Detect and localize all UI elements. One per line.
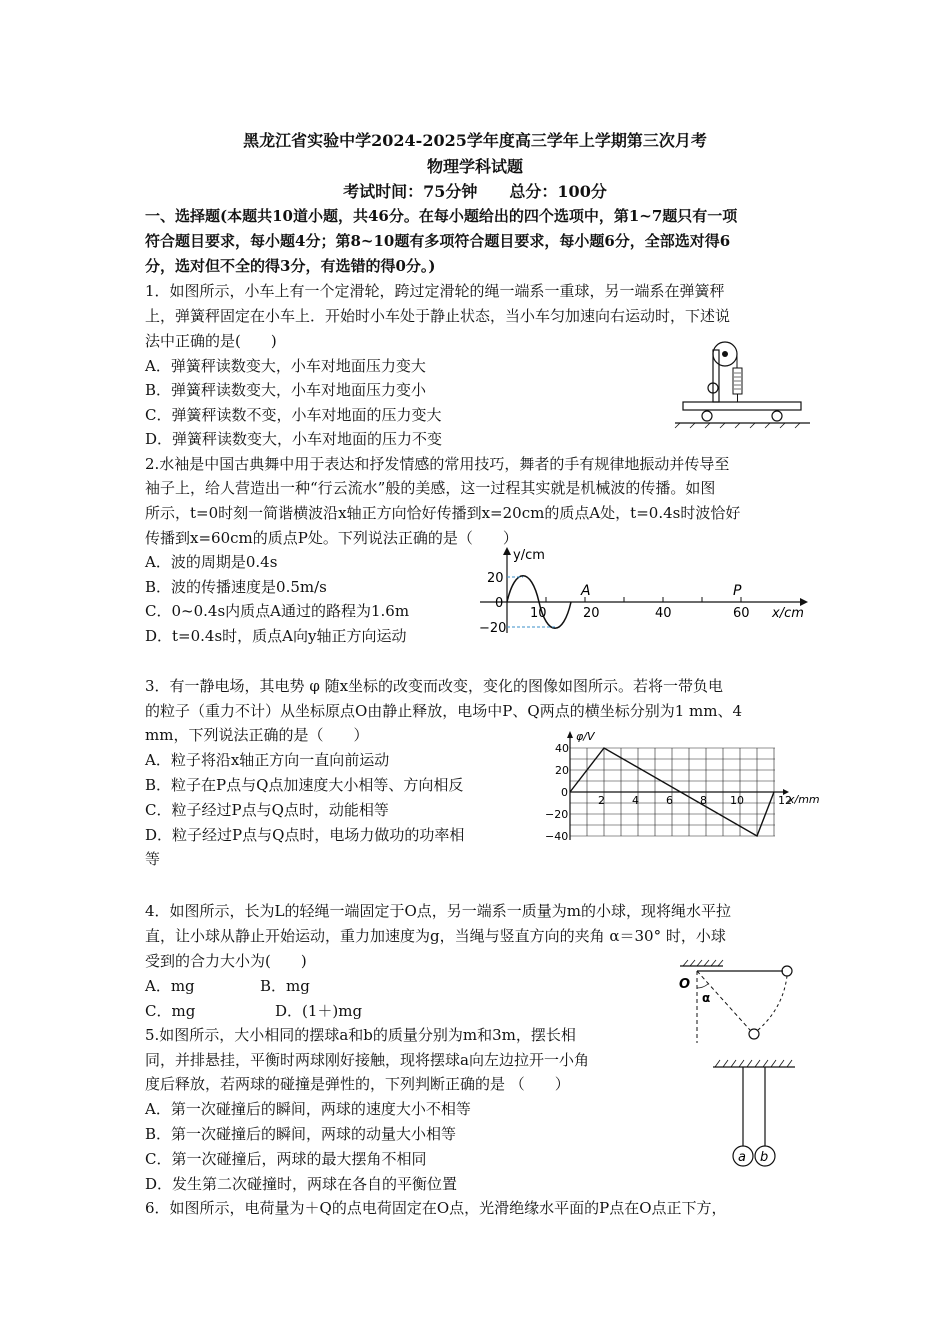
q1-stem-line: 1．如图所示，小车上有一个定滑轮，跨过定滑轮的绳一端系一重球，另一端系在弹簧秤 (145, 282, 725, 300)
q4-option-c: C．mg (145, 1002, 196, 1020)
q2-y-tick-20: 20 (487, 571, 504, 586)
q4-pendulum-figure (675, 958, 805, 1048)
q2-x-axis-label: x/cm (772, 606, 804, 621)
q3-option-b: B．粒子在P点与Q点加速度大小相等、方向相反 (145, 776, 464, 794)
q3-y-tick-neg40: −40 (545, 830, 569, 843)
section-instructions-line: 分，选对但不全的得3分，有选错的得0分。) (145, 257, 436, 275)
q5-two-pendulum-figure (705, 1055, 805, 1170)
q1-cart-figure (675, 340, 815, 425)
q3-stem-line: 的粒子（重力不计）从坐标原点O由静止释放，电场中P、Q两点的横坐标分别为1 mm、4 (145, 702, 742, 720)
q4-label-alpha: α (702, 991, 711, 1005)
q4-stem-line: 直，让小球从静止开始运动，重力加速度为g，当绳与竖直方向的夹角 α＝30° 时，小球 (145, 927, 726, 945)
q2-option-b: B．波的传播速度是0.5m/s (145, 578, 327, 596)
q2-y-tick-neg20: −20 (479, 621, 507, 636)
q5-option-d: D．发生第二次碰撞时，两球在各自的平衡位置 (145, 1175, 458, 1193)
q1-option-b: B．弹簧秤读数变大，小车对地面压力变小 (145, 381, 427, 399)
q3-stem-line: mm，下列说法正确的是（ ） (145, 726, 369, 744)
q3-stem-line: 3．有一静电场，其电势 φ 随x坐标的改变而改变，变化的图像如图所示。若将一带负电 (145, 677, 724, 695)
q2-x-tick-60: 60 (733, 606, 750, 621)
q3-x-tick-2: 2 (598, 794, 605, 807)
q2-wave-graph (475, 545, 810, 635)
q1-option-d: D．弹簧秤读数变大，小车对地面的压力不变 (145, 430, 443, 448)
q3-y-tick-0: 0 (561, 786, 568, 799)
q4-label-o: O (679, 977, 691, 992)
q2-option-a: A．波的周期是0.4s (145, 553, 278, 571)
q3-option-d: D．粒子经过P点与Q点时，电场力做功的功率相 (145, 826, 465, 844)
q3-y-tick-20: 20 (555, 764, 569, 777)
q2-point-p-label: P (733, 583, 742, 599)
q3-x-tick-6: 6 (666, 794, 673, 807)
q3-potential-graph (540, 728, 830, 846)
q4-option-b: B．mg (260, 977, 310, 995)
q2-stem-line: 所示，t=0时刻一简谐横波沿x轴正方向恰好传播到x=20cm的质点A处，t=0.4s时波恰好 (145, 504, 741, 522)
q4-option-d: D．(1＋)mg (275, 1002, 363, 1020)
q4-stem-line: 4．如图所示，长为L的轻绳一端固定于O点，另一端系一质量为m的小球，现将绳水平拉 (145, 902, 732, 920)
q2-stem-line: 袖子上，给人营造出一种“行云流水”般的美感，这一过程其实就是机械波的传播。如图 (145, 479, 716, 497)
section-instructions-line: 一、选择题(本题共10道小题，共46分。在每小题给出的四个选项中，第1~7题只有一项 (145, 207, 738, 225)
q5-option-a: A．第一次碰撞后的瞬间，两球的速度大小不相等 (145, 1100, 471, 1118)
q2-x-tick-10: 10 (530, 606, 547, 621)
q3-y-axis-label: φ/V (576, 730, 595, 743)
q6-stem-line: 6．如图所示，电荷量为＋Q的点电荷固定在O点，光滑绝缘水平面的P点在O点正下方， (145, 1199, 727, 1217)
q3-x-tick-8: 8 (700, 794, 707, 807)
q5-ball-a-label: a (738, 1150, 746, 1165)
q2-x-tick-40: 40 (655, 606, 672, 621)
section-instructions-line: 符合题目要求，每小题4分；第8~10题有多项符合题目要求，每小题6分，全部选对得6 (145, 232, 731, 250)
q1-option-a: A．弹簧秤读数变大，小车对地面压力变大 (145, 357, 426, 375)
q5-ball-b-label: b (760, 1150, 769, 1165)
q3-y-tick-40: 40 (555, 742, 569, 755)
q2-point-a-label: A (581, 583, 591, 599)
q1-option-c: C．弹簧秤读数不变，小车对地面的压力变大 (145, 406, 442, 424)
q3-x-tick-4: 4 (632, 794, 639, 807)
subject-title: 物理学科试题 (426, 157, 523, 176)
q5-stem-line: 度后释放，若两球的碰撞是弹性的，下列判断正确的是 （ ） (145, 1075, 570, 1093)
q3-y-tick-neg20: −20 (545, 808, 569, 821)
q2-y-tick-0: 0 (495, 596, 504, 611)
q4-stem-line: 受到的合力大小为( ) (145, 952, 307, 970)
q3-x-tick-12: 12 (778, 794, 792, 807)
q3-option-d-cont: 等 (145, 850, 161, 868)
q1-stem-line: 法中正确的是( ) (145, 332, 277, 350)
q5-stem-line: 5.如图所示，大小相同的摆球a和b的质量分别为m和3m，摆长相 (145, 1026, 576, 1044)
exam-info: 考试时间：75分钟 总分：100分 (343, 182, 607, 201)
q5-option-b: B．第一次碰撞后的瞬间，两球的动量大小相等 (145, 1125, 457, 1143)
q5-option-c: C．第一次碰撞后，两球的最大摆角不相同 (145, 1150, 427, 1168)
q3-x-tick-10: 10 (730, 794, 744, 807)
q5-stem-line: 同，并排悬挂，平衡时两球刚好接触，现将摆球a向左边拉开一小角 (145, 1051, 589, 1069)
q3-x-axis-label: x/mm (788, 793, 820, 806)
q2-option-d: D．t=0.4s时，质点A向y轴正方向运动 (145, 627, 407, 645)
q3-option-c: C．粒子经过P点与Q点时，动能相等 (145, 801, 389, 819)
q2-stem-line: 2.水袖是中国古典舞中用于表达和抒发情感的常用技巧，舞者的手有规律地振动并传导至 (145, 455, 730, 473)
q4-option-a: A．mg (145, 977, 195, 995)
q2-option-c: C．0~0.4s内质点A通过的路程为1.6m (145, 602, 410, 620)
q3-option-a: A．粒子将沿x轴正方向一直向前运动 (145, 751, 390, 769)
exam-title: 黑龙江省实验中学2024-2025学年度高三学年上学期第三次月考 (243, 131, 707, 150)
q1-stem-line: 上，弹簧秤固定在小车上．开始时小车处于静止状态，当小车匀加速向右运动时，下述说 (145, 307, 731, 325)
q2-stem-line: 传播到x=60cm的质点P处。下列说法正确的是（ ） (145, 529, 518, 547)
q2-y-axis-label: y/cm (513, 548, 545, 563)
q2-x-tick-20: 20 (583, 606, 600, 621)
